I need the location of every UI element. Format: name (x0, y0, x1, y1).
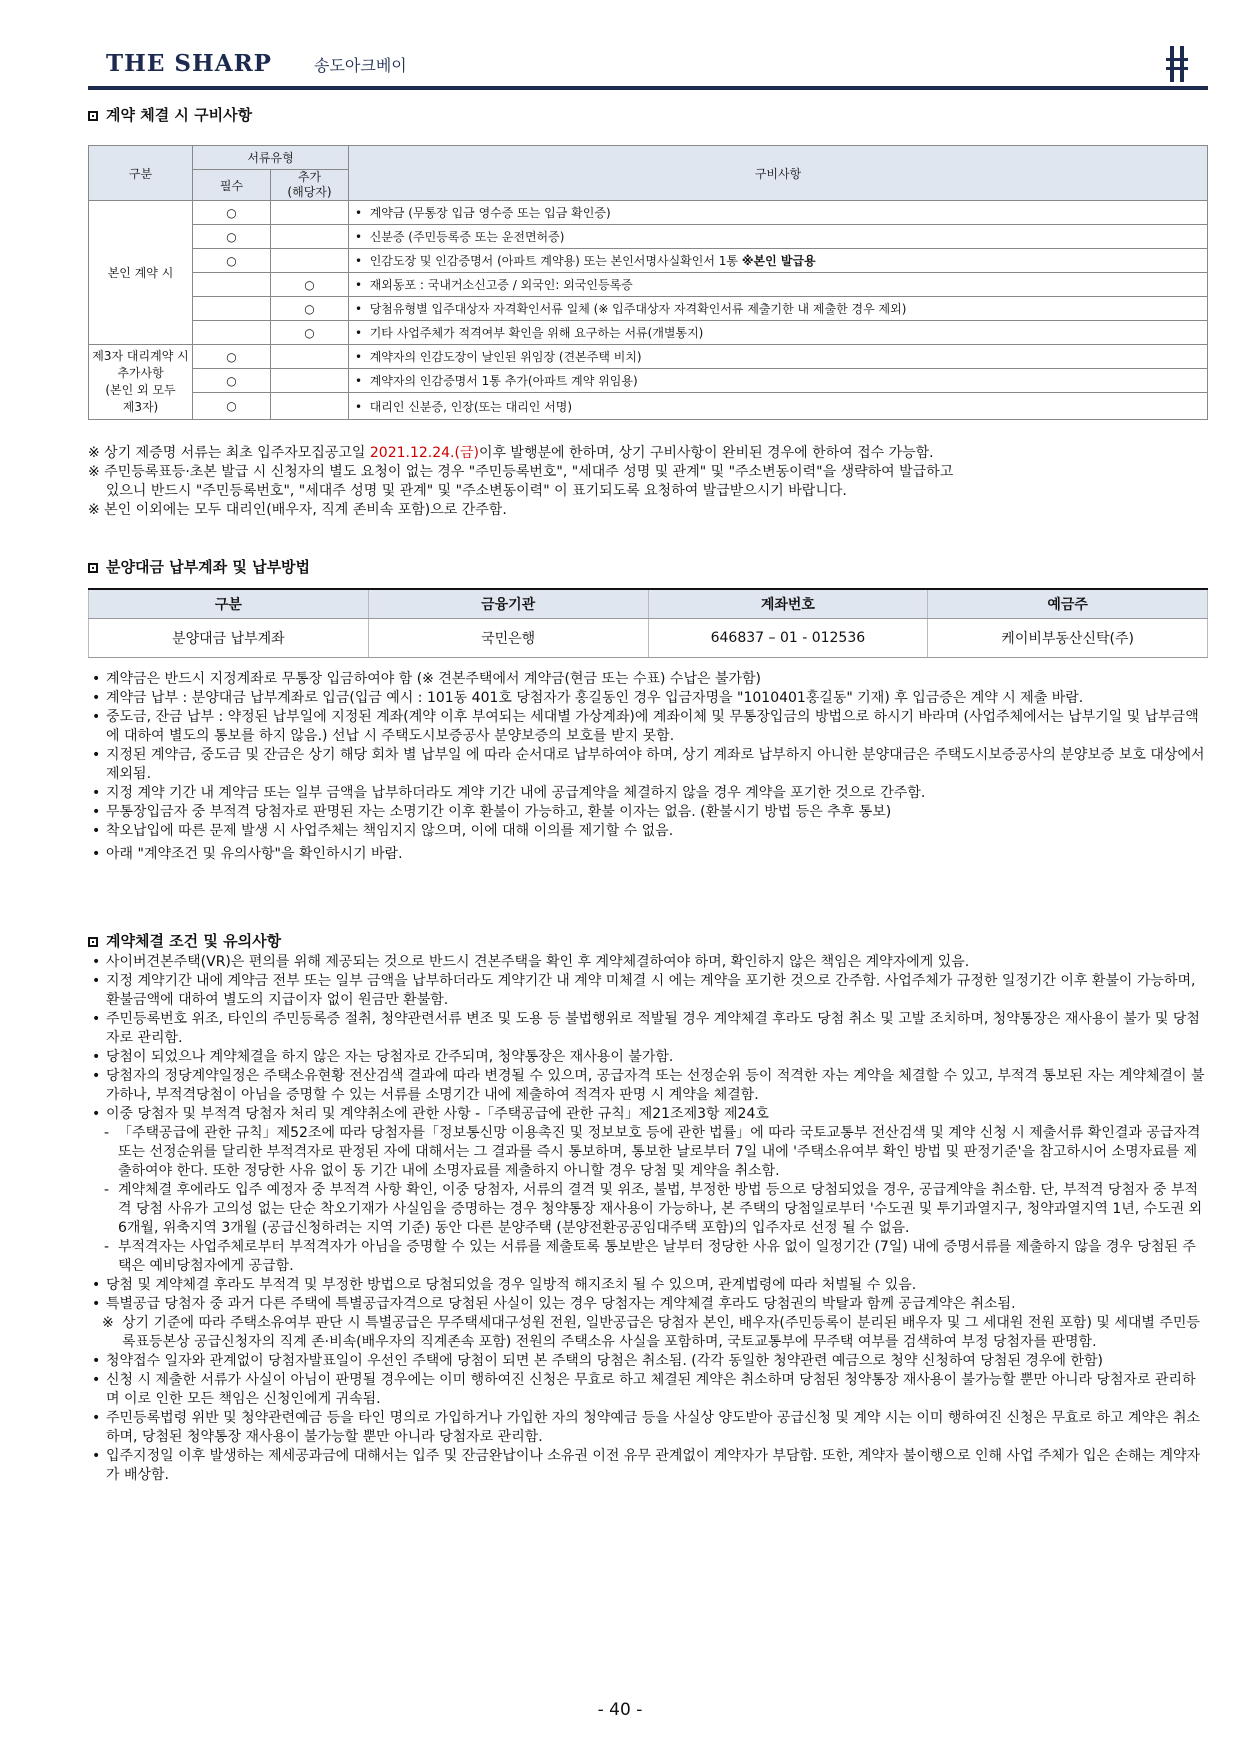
table-cell: 국민은행 (368, 619, 648, 658)
proxy-contract-label: 제3자 대리계약 시 추가사항 (본인 외 모두 제3자) (89, 345, 193, 420)
table-cell: 분양대금 납부계좌 (89, 619, 369, 658)
table-cell: ○ (193, 249, 271, 273)
table-cell: ○ (193, 225, 271, 249)
list-item: - 계약체결 후에라도 입주 예정자 중 부적격 사항 확인, 이중 당첨자, 서류의 결격 및 위조, 불법, 부정한 방법 등으로 당첨되었을 경우, 공급계약을 취소함. 단, 부적격 당첨자 중 부적격 당첨 사유가 고의성 없는 단순 착오기재가 사실임을 증명하는 경우 청약통장 재사용이 가능하나, 본 주택의 당첨일로부터 '수도권 및 투기과열지구, 청약과열지역 1년, 수도권 외 6개월, 위축지역 3개월 (공급신청하려는 지역 기준) 동안 다른 분양주택 (분양전환공공임대주택 포함)의 입주자로 선정 될 수 없음. (88, 1181, 1208, 1238)
docs-notes (88, 444, 1208, 520)
list-item: • 특별공급 당첨자 중 과거 다른 주택에 특별공급자격으로 당첨된 사실이 있는 경우 당첨자는 계약체결 후라도 당첨권의 박탈과 함께 공급계약은 취소됨. (88, 1295, 1208, 1314)
table-cell: ○ (271, 321, 349, 345)
section-title-payment-account: 분양대금 납부계좌 및 납부방법 (88, 556, 310, 577)
list-item: • 주민등록번호 위조, 타인의 주민등록증 절취, 청약관련서류 변조 및 도용 등 불법행위로 적발될 경우 계약체결 후라도 당첨 취소 및 고발 조치하며, 청약통장은 재사용이 불가 및 당첨자로 관리함. (88, 1010, 1208, 1048)
table-row: • 계약자의 인감증명서 1통 추가(아파트 계약 위임용) (349, 369, 1208, 393)
table-row: • 대리인 신분증, 인장(또는 대리인 서명) (349, 393, 1208, 420)
brand-subtitle: 송도아크베이 (314, 56, 407, 75)
list-item: - 부적격자는 사업주체로부터 부적격자가 아님을 증명할 수 있는 서류를 제출토록 통보받은 날부터 정당한 사유 없이 일정기간 (7일) 내에 증명서류를 제출하지 않을 경우 당첨된 주택은 예비당첨자에게 공급함. (88, 1238, 1208, 1276)
table-row: • 신분증 (주민등록증 또는 운전면허증) (349, 225, 1208, 249)
table-cell (271, 369, 349, 393)
table-cell (271, 249, 349, 273)
list-item: • 계약금은 반드시 지정계좌로 무통장 입금하여야 함 (※ 견본주택에서 계약금(현금 또는 수표) 수납은 불가함) (88, 670, 1208, 689)
table-row: • 당첨유형별 입주대상자 자격확인서류 일체 (※ 입주대상자 자격확인서류 제출기한 내 제출한 경우 제외) (349, 297, 1208, 321)
additional-header: 추가 (해당자) (271, 170, 349, 201)
square-bullet-icon (88, 937, 98, 947)
table-cell (271, 225, 349, 249)
list-item: • 당첨자의 정당계약일정은 주택소유현황 전산검색 결과에 따라 변경될 수 있으며, 공급자격 또는 선정순위 등이 적격한 자는 계약을 체결할 수 있고, 부적격 통보된 자는 계약체결이 불가하나, 부적격당첨이 아님을 증명할 수 있는 서류를 소명기간 내에 제출하여 적격자 판명 시 계약을 체결함. (88, 1067, 1208, 1105)
list-item: • 주민등록법령 위반 및 청약관련예금 등을 타인 명의로 가입하거나 가입한 자의 청약예금 등을 사실상 양도받아 공급신청 및 계약 시는 이미 행하여진 신청은 무효로 하고 계약은 취소하며, 당첨된 청약통장 재사용이 불가능할 뿐만 아니라 당첨자로 관리함. (88, 1409, 1208, 1447)
list-item: • 지정 계약 기간 내 계약금 또는 일부 금액을 납부하더라도 계약 기간 내에 공급계약을 체결하지 않을 경우 계약을 포기한 것으로 간주함. (88, 784, 1208, 803)
page-number: - 40 - (597, 1700, 643, 1720)
list-item: ※ 상기 기준에 따라 주택소유여부 판단 시 특별공급은 무주택세대구성원 전원, 일반공급은 당첨자 본인, 배우자(주민등록이 분리된 배우자 및 그 세대원 전원 포함) 및 세대별 주민등록표등본상 공급신청자의 직계 존·비속(배우자의 직계존속 포함) 전원의 주택소유 사실을 포함하며, 국토교통부에 무주택 여부를 검색하여 부정 당첨자를 판명함. (88, 1314, 1208, 1352)
list-item: • 청약접수 일자와 관계없이 당첨자발표일이 우선인 주택에 당첨이 되면 본 주택의 당첨은 취소됨. (각각 동일한 청약관련 예금으로 청약 신청하여 당첨된 경우에 한함) (88, 1352, 1208, 1371)
table-cell (193, 297, 271, 321)
table-cell: ○ (193, 369, 271, 393)
section-title-contract-docs: 계약 체결 시 구비사항 (88, 104, 252, 125)
square-bullet-icon (88, 111, 98, 121)
table-row: • 계약금 (무통장 입금 영수증 또는 입금 확인증) (349, 201, 1208, 225)
list-item: • 지정된 계약금, 중도금 및 잔금은 상기 해당 회차 별 납부일 에 따라 순서대로 납부하여야 하며, 상기 계좌로 납부하지 아니한 분양대금은 주택도시보증공사의 분양보증 보호 대상에서 제외됨. (88, 746, 1208, 784)
table-header: 금융기관 (368, 589, 648, 619)
list-item: • 착오납입에 따른 문제 발생 시 사업주체는 책임지지 않으며, 이에 대해 이의를 제기할 수 없음. (88, 822, 1208, 841)
contract-conditions-list (88, 953, 1208, 1485)
table-cell: ○ (193, 393, 271, 420)
table-row: • 인감도장 및 인감증명서 (아파트 계약용) 또는 본인서명사실확인서 1통 ※본인 발급용 (349, 249, 1208, 273)
table-cell (271, 201, 349, 225)
list-item: • 아래 "계약조건 및 유의사항"을 확인하시기 바람. (88, 845, 1208, 864)
table-row: • 계약자의 인감도장이 날인된 위임장 (견본주택 비치) (349, 345, 1208, 369)
list-item: • 신청 시 제출한 서류가 사실이 아님이 판명될 경우에는 이미 행하여진 신청은 무효로 하고 체결된 계약은 취소하며 당첨된 청약통장 재사용이 불가능할 뿐만 아니라 당첨자로 관리하며 이로 인한 모든 책임은 신청인에게 귀속됨. (88, 1371, 1208, 1409)
list-item: - 「주택공급에 관한 규칙」제52조에 따라 당첨자를「정보통신망 이용촉진 및 정보보호 등에 관한 법률」에 따라 국토교통부 전산검색 및 계약 신청 시 제출서류 확인결과 공급자격 또는 선정순위를 달리한 부적격자로 판정된 자에 대해서는 그 결과를 즉시 통보하며, 통보한 날로부터 7일 내에 '주택소유여부 확인 방법 및 판정기준'을 참고하시어 소명자료를 제출하여야 한다. 또한 정당한 사유 없이 동 기간 내에 소명자료를 제출하지 아니할 경우 당첨 및 계약을 취소함. (88, 1124, 1208, 1181)
table-row: • 기타 사업주체가 적격여부 확인을 위해 요구하는 서류(개별통지) (349, 321, 1208, 345)
header-rule (88, 86, 1208, 90)
table-cell (271, 393, 349, 420)
note-1: ※ 상기 제증명 서류는 최초 입주자모집공고일 2021.12.24.(금)이후 발행분에 한하며, 상기 구비사항이 완비된 경우에 한하여 접수 가능함. (88, 445, 934, 461)
table-cell: ○ (193, 345, 271, 369)
payment-account-table (88, 588, 1208, 658)
required-header: 필수 (193, 170, 271, 201)
table-header: 예금주 (928, 589, 1208, 619)
list-item: • 이중 당첨자 및 부적격 당첨자 처리 및 계약취소에 관한 사항 -「주택공급에 관한 규칙」제21조제3항 제24호 (88, 1105, 1208, 1124)
list-item: • 계약금 납부 : 분양대금 납부계좌로 입금(입금 예시 : 101동 401호 당첨자가 홍길동인 경우 입금자명을 "1010401홍길동" 기재) 후 입금증은 계약 시 제출 바람. (88, 689, 1208, 708)
table-header: 계좌번호 (648, 589, 928, 619)
note-2: ※ 주민등록표등·초본 발급 시 신청자의 별도 요청이 없는 경우 "주민등록번호", "세대주 성명 및 관계" 및 "주소변동이력"을 생략하여 발급하고 있으니 반드시 "주민등록번호", "세대주 성명 및 관계" 및 "주소변동이력" 이 표기되도록 요청하여 발급받으시기 바랍니다. (88, 464, 954, 499)
table-row: • 재외동포 : 국내거소신고증 / 외국인: 외국인등록증 (349, 273, 1208, 297)
doc-type-header: 서류유형 (193, 146, 349, 170)
list-item: • 입주지정일 이후 발생하는 제세공과금에 대해서는 입주 및 잔금완납이나 소유권 이전 유무 관계없이 계약자가 부담함. 또한, 계약자 불이행으로 인해 사업 주체가 입은 손해는 계약자가 배상함. (88, 1447, 1208, 1485)
table-cell (193, 273, 271, 297)
col-group-header: 구분 (89, 146, 193, 201)
table-cell (271, 345, 349, 369)
list-item: • 지정 계약기간 내에 계약금 전부 또는 일부 금액을 납부하더라도 계약기간 내 계약 미체결 시 에는 계약을 포기한 것으로 간주함. 사업주체가 규정한 일정기간 이후 환불이 가능하며, 환불금액에 대하여 별도의 지급이자 없이 원금만 환불함. (88, 972, 1208, 1010)
payment-bullets (88, 670, 1208, 864)
table-cell: 646837 – 01 - 012536 (648, 619, 928, 658)
requirements-header: 구비사항 (349, 146, 1208, 201)
table-cell: ○ (271, 273, 349, 297)
list-item: • 당첨이 되었으나 계약체결을 하지 않은 자는 당첨자로 간주되며, 청약통장은 재사용이 불가함. (88, 1048, 1208, 1067)
table-cell (193, 321, 271, 345)
table-header: 구분 (89, 589, 369, 619)
table-row (89, 619, 1208, 658)
table-cell: ○ (271, 297, 349, 321)
self-contract-label: 본인 계약 시 (89, 201, 193, 345)
list-item: • 중도금, 잔금 납부 : 약정된 납부일에 지정된 계좌(계약 이후 부여되는 세대별 가상계좌)에 계좌이체 및 무통장입금의 방법으로 하시기 바라며 (사업주체에서는 납부기일 및 납부금액에 대하여 별도의 통보를 하지 않음.) 선납 시 주택도시보증공사 분양보증의 보호를 받지 못함. (88, 708, 1208, 746)
table-cell: ○ (193, 201, 271, 225)
table-cell: 케이비부동산신탁(주) (928, 619, 1208, 658)
contract-docs-table (88, 145, 1208, 420)
sharp-logo-icon (1164, 44, 1190, 84)
section-title-contract-conditions: 계약체결 조건 및 유의사항 (88, 930, 281, 951)
list-item: • 사이버견본주택(VR)은 편의를 위해 제공되는 것으로 반드시 견본주택을 확인 후 계약체결하여야 하며, 확인하지 않은 책임은 계약자에게 있음. (88, 953, 1208, 972)
note-3: ※ 본인 이외에는 모두 대리인(배우자, 직계 존비속 포함)으로 간주함. (88, 502, 507, 518)
square-bullet-icon (88, 563, 98, 573)
list-item: • 당첨 및 계약체결 후라도 부적격 및 부정한 방법으로 당첨되었을 경우 일방적 해지조치 될 수 있으며, 관계법령에 따라 처벌될 수 있음. (88, 1276, 1208, 1295)
list-item: • 무통장입금자 중 부적격 당첨자로 판명된 자는 소명기간 이후 환불이 가능하고, 환불 이자는 없음. (환불시기 방법 등은 추후 통보) (88, 803, 1208, 822)
brand-logo-text: THE SHARP (106, 50, 272, 77)
